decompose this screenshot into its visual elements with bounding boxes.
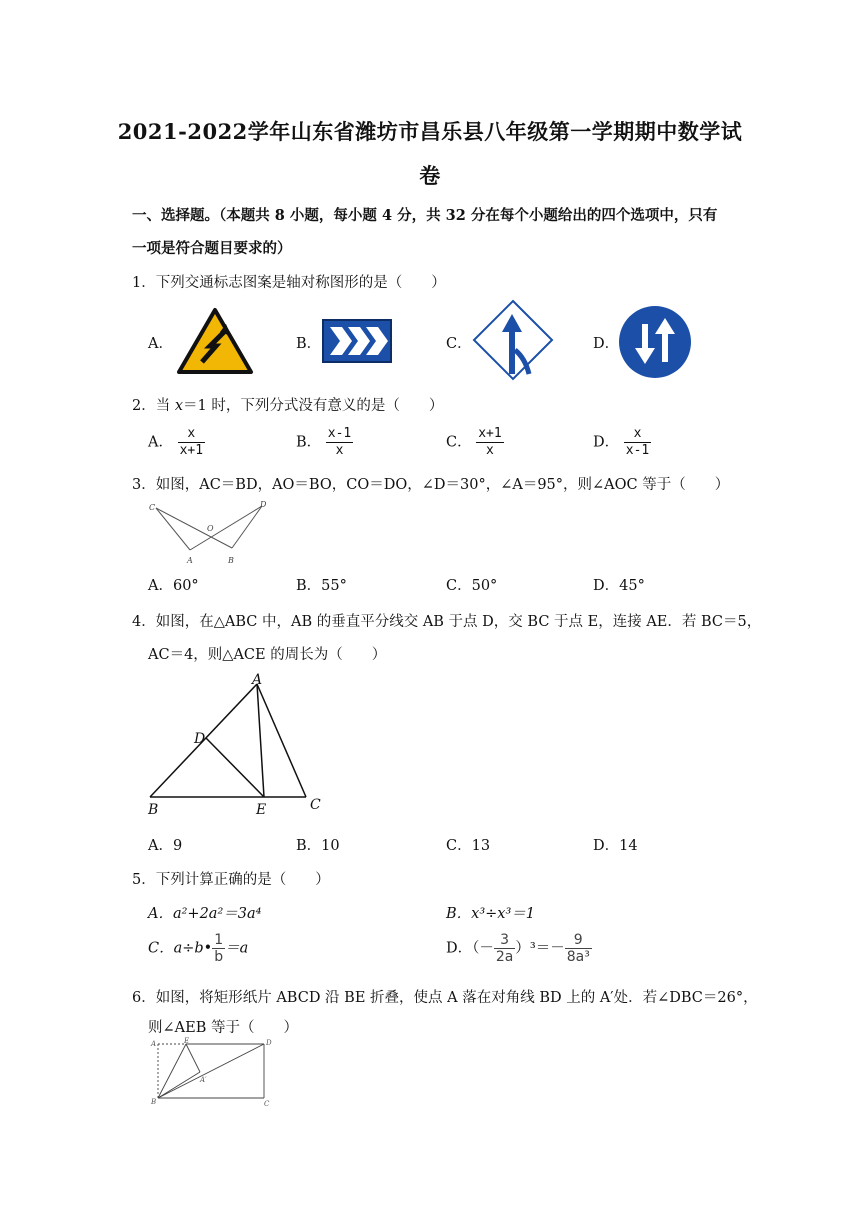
- fraction: $\frac{x+1}{x}$: [478, 426, 502, 458]
- q5-option-b: B．x³÷x³＝1: [446, 906, 536, 922]
- document-title-line1: 2021-2022学年山东省潍坊市昌乐县八年级第一学期期中数学试: [117, 119, 743, 144]
- q4-option-c: C．13: [446, 838, 491, 854]
- q4-label-d: D: [194, 731, 206, 747]
- q2-option-c: C． $\frac{x+1}{x}$: [446, 426, 502, 458]
- fraction: $\frac{x-1}{x}$: [327, 426, 352, 458]
- q4-label-c: C: [310, 797, 321, 813]
- fraction: $\frac{x}{x-1}$: [625, 426, 650, 458]
- q2-stem: 2．当 x＝1 时，下列分式没有意义的是（ ）: [132, 398, 444, 414]
- q6-label-c: C: [264, 1100, 270, 1108]
- fraction: $\frac{1}{b}$: [214, 932, 224, 965]
- q3-label-o: O: [207, 524, 214, 533]
- q2-option-b: B． $\frac{x-1}{x}$: [296, 426, 352, 458]
- q4-label-a: A: [252, 672, 263, 688]
- q1-option-d-label: D．: [593, 336, 620, 352]
- q3-label-b: B: [228, 556, 234, 565]
- winding-road-warning-icon: [176, 306, 254, 376]
- q6-label-e: E: [184, 1037, 190, 1045]
- q6-stem-line1: 6．如图，将矩形纸片 ABCD 沿 BE 折叠，使点 A 落在对角线 BD 上的 A′处．若∠DBC＝26°，: [132, 990, 758, 1006]
- q1-stem: 1．下列交通标志图案是轴对称图形的是（ ）: [132, 275, 446, 291]
- document-title-line2: 卷: [419, 163, 441, 188]
- q3-option-a: A．60°: [148, 578, 199, 594]
- q3-label-a: A: [187, 556, 193, 565]
- merge-traffic-sign-icon: [471, 298, 555, 382]
- q4-stem-line1: 4．如图，在△ABC 中，AB 的垂直平分线交 AB 于点 D，交 BC 于点 E，连接 AE．若 BC＝5，: [132, 614, 762, 630]
- q5-option-a: A．a²+2a²＝3a⁴: [148, 906, 262, 922]
- q3-figure: [146, 500, 272, 570]
- q6-label-a-prime: A′: [200, 1076, 207, 1084]
- q3-label-d: D: [260, 500, 267, 509]
- q4-figure: [140, 670, 330, 820]
- q4-option-a: A．9: [148, 838, 183, 854]
- two-way-traffic-sign-icon: [617, 304, 693, 380]
- q2-option-a: A． $\frac{x}{x+1}$: [148, 426, 204, 458]
- fraction: $\frac{3}{2a}$: [495, 932, 514, 965]
- q4-label-b: B: [148, 802, 159, 818]
- q6-stem-line2: 则∠AEB 等于（ ）: [148, 1020, 298, 1036]
- q1-option-b-label: B．: [296, 336, 322, 352]
- q5-option-d: D．（－ $\frac{3}{2a}$ ）³＝－ $\frac{9}{\text{8a³}}$: [446, 932, 590, 965]
- q3-label-c: C: [149, 503, 156, 512]
- q5-stem: 5．下列计算正确的是（ ）: [132, 872, 330, 888]
- fraction: $\frac{9}{\text{8a³}}$: [566, 932, 590, 965]
- q6-label-a: A: [151, 1040, 157, 1048]
- q3-option-c: C．50°: [446, 578, 498, 594]
- q6-label-d: D: [266, 1039, 272, 1047]
- q5-option-c: C．a÷b• $\frac{1}{b}$ ＝a: [148, 932, 249, 965]
- q3-option-b: B．55°: [296, 578, 347, 594]
- q6-label-b: B: [151, 1098, 157, 1106]
- q3-option-d: D．45°: [593, 578, 645, 594]
- q3-stem: 3．如图，AC＝BD，AO＝BO，CO＝DO，∠D＝30°，∠A＝95°，则∠AOC 等于（ ）: [132, 477, 730, 493]
- q4-label-e: E: [256, 802, 267, 818]
- q2-option-d: D． $\frac{x}{x-1}$: [593, 426, 650, 458]
- fraction: $\frac{x}{x+1}$: [179, 426, 204, 458]
- q6-figure: [148, 1036, 278, 1108]
- chevron-direction-sign-icon: [322, 319, 392, 363]
- q4-option-b: B．10: [296, 838, 340, 854]
- q4-stem-line2: AC＝4，则△ACE 的周长为（ ）: [148, 647, 387, 663]
- section-header-line2: 一项是符合题目要求的）: [132, 240, 292, 257]
- q4-option-d: D．14: [593, 838, 638, 854]
- q1-option-c-label: C．: [446, 336, 472, 352]
- q1-option-a-label: A．: [148, 336, 173, 352]
- section-header-line1: 一、选择题。（本题共 8 小题，每小题 4 分，共 32 分在每个小题给出的四个选项中，只有: [132, 207, 718, 224]
